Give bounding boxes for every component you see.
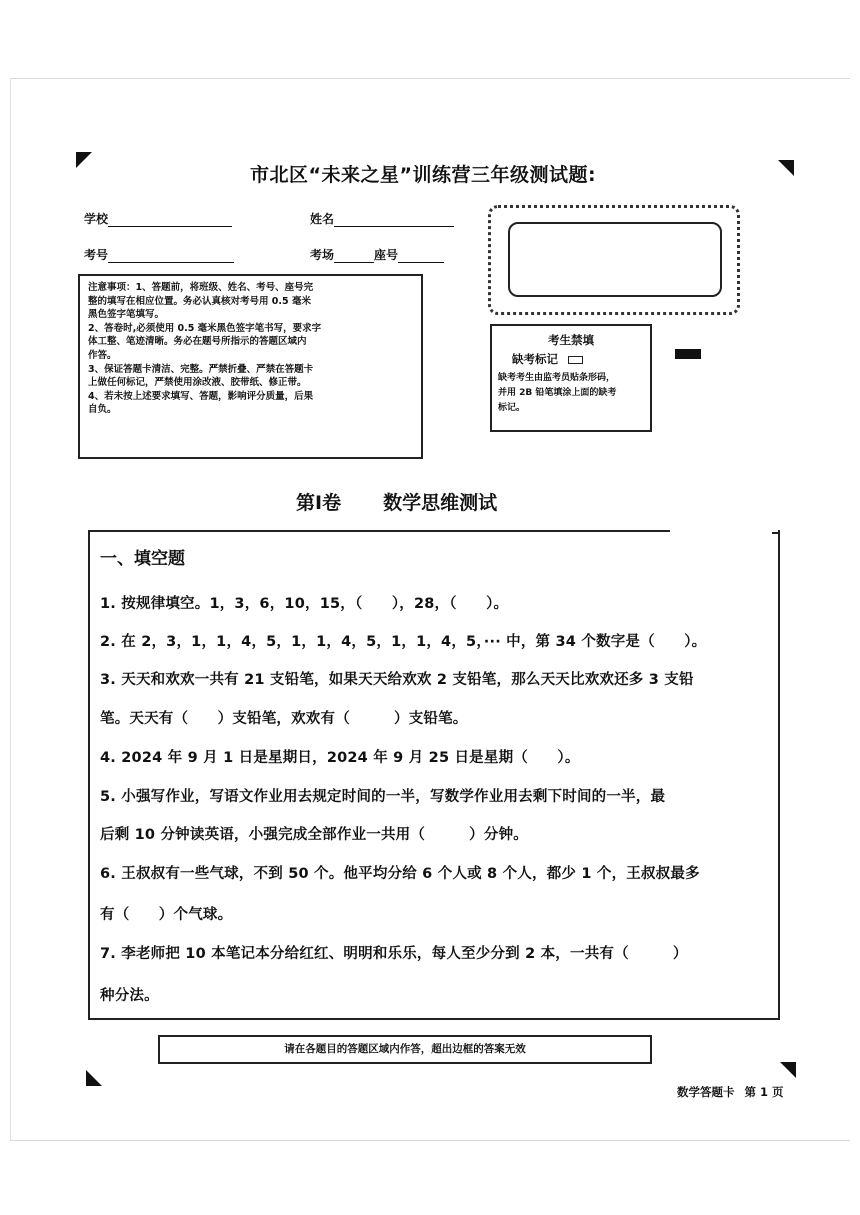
exam-room-line[interactable]	[334, 251, 374, 263]
absent-note-line: 缺考考生由监考员贴条形码，	[498, 373, 616, 383]
absent-mark-checkbox[interactable]	[568, 356, 583, 364]
volume-label: 第Ⅰ卷	[296, 492, 342, 514]
absent-mark-row	[512, 351, 644, 367]
absent-title: 考生禁填	[548, 333, 594, 347]
absent-note-line: 并用 2B 铅笔填涂上面的缺考	[498, 388, 617, 398]
question-6-cont: 有（ ）个气球。	[100, 907, 233, 923]
barcode-area[interactable]	[488, 205, 740, 315]
notice-box	[78, 274, 423, 459]
question-5-cont: 后剩 10 分钟读英语，小强完成全部作业一共用（ ）分钟。	[100, 827, 528, 843]
exam-id-field	[84, 246, 234, 263]
absent-note-line: 标记。	[498, 403, 526, 413]
seat-label: 座号	[374, 248, 399, 262]
question-7-cont: 种分法。	[100, 988, 159, 1004]
notice-line: 2、答卷时,必须使用 0.5 毫米黑色签字笔书写，要求字	[88, 322, 322, 334]
timing-mark	[675, 349, 701, 359]
notice-line: 自负。	[88, 404, 117, 416]
name-label: 姓名	[310, 212, 335, 226]
question-7: 7. 李老师把 10 本笔记本分给红红、明明和乐乐，每人至少分到 2 本，一共有（ ）	[100, 946, 688, 962]
exam-id-label: 考号	[84, 248, 109, 262]
exam-room-label: 考场	[310, 248, 335, 262]
section-heading	[296, 488, 497, 515]
seat-line[interactable]	[398, 251, 444, 263]
absent-note	[498, 371, 644, 416]
question-2: 2. 在 2，3，1，1，4，5，1，1，4，5，1，1，4，5，··· 中，第 34 个数字是（ ）。	[100, 634, 707, 650]
registration-mark-top-right	[778, 160, 794, 176]
answer-warning-box: 请在各题目的答题区域内作答，超出边框的答案无效	[158, 1035, 652, 1064]
school-line[interactable]	[108, 215, 232, 227]
barcode-sticker-box	[508, 222, 722, 297]
page-number: 第 1 页	[744, 1085, 784, 1099]
exam-id-line[interactable]	[108, 251, 234, 263]
name-field	[310, 210, 454, 227]
notice-line: 作答。	[88, 349, 117, 361]
question-1: 1. 按规律填空。1，3，6，10，15，（ ），28，（ ）。	[100, 596, 509, 612]
notice-line: 注意事项：1、答题前，将班级、姓名、考号、座号完	[88, 282, 314, 293]
registration-mark-bottom-right	[780, 1062, 796, 1078]
notice-line: 黑色签字笔填写。	[88, 309, 165, 321]
exam-title: 市北区“未来之星”训练营三年级测试题:	[250, 164, 597, 186]
sheet-edge	[10, 78, 850, 79]
name-line[interactable]	[334, 215, 454, 227]
question-6: 6. 王叔叔有一些气球，不到 50 个。他平均分给 6 个人或 8 个人，都少 1 个，王叔叔最多	[100, 866, 700, 882]
exam-room-field	[310, 246, 444, 263]
registration-mark-bottom-left	[86, 1070, 102, 1086]
notice-line: 3、保证答题卡清洁、完整。严禁折叠、严禁在答题卡	[88, 363, 314, 375]
sheet-edge	[10, 78, 11, 1140]
school-label: 学校	[84, 212, 109, 226]
subject-label: 数学思维测试	[383, 492, 498, 514]
absent-box	[490, 324, 652, 432]
sheet-edge	[10, 1140, 850, 1141]
part-title: 一、填空题	[100, 549, 185, 569]
notice-line: 上做任何标记，严禁使用涂改液、胶带纸、修正带。	[88, 377, 307, 389]
question-3: 3. 天天和欢欢一共有 21 支铅笔，如果天天给欢欢 2 支铅笔，那么天天比欢欢还多 3 支铅	[100, 672, 694, 688]
question-3-cont: 笔。天天有（ ）支铅笔，欢欢有（ ）支铅笔。	[100, 711, 468, 727]
notice-line: 4、若未按上述要求填写、答题，影响评分质量，后果	[88, 390, 314, 402]
question-4: 4. 2024 年 9 月 1 日是星期日，2024 年 9 月 25 日是星期（ ）。	[100, 750, 580, 766]
notice-line: 整的填写在相应位置。务必认真核对考号用 0.5 毫米	[88, 295, 311, 307]
registration-mark-top-left	[76, 152, 92, 168]
question-5: 5. 小强写作业，写语文作业用去规定时间的一半，写数学作业用去剩下时间的一半，最	[100, 789, 666, 805]
notice-line: 体工整、笔迹清晰。务必在题号所指示的答题区域内	[88, 336, 307, 348]
school-field	[84, 210, 232, 227]
card-label: 数学答题卡	[677, 1085, 735, 1099]
footer-label	[677, 1084, 784, 1100]
absent-mark-label: 缺考标记	[512, 352, 558, 366]
